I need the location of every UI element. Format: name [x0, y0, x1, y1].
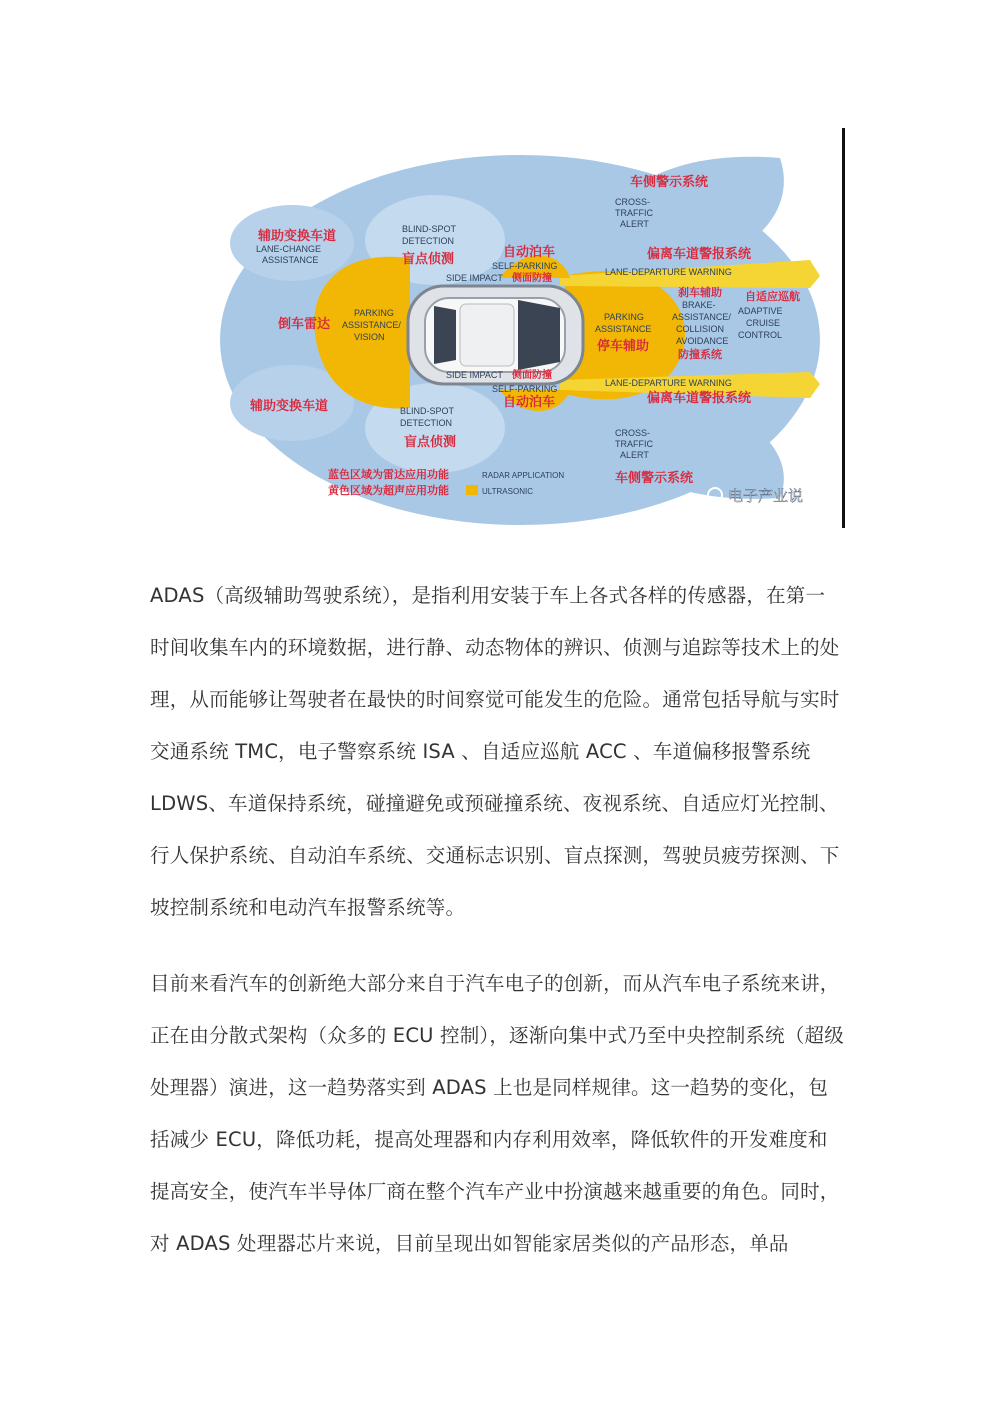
paragraph-adas-intro: ADAS（高级辅助驾驶系统），是指利用安装于车上各式各样的传感器，在第一时间收集车内的环境数据，进行静、动态物体的辨识、侦测与追踪等技术上的处理，从而能够让驾驶者在最快的时间察觉可能发生的危险。通常包括导航与实时交通系统 TMC，电子警察系统 ISA 、自适应巡航 ACC 、车道偏移报警系统 LDWS、车道保持系统，碰撞避免或预碰撞系统、夜视系统、自适应灯光控制、行人保护系统、自动泊车系统、交通标志识别、盲点探测，驾驶员疲劳探测、下坡控制系统和电动汽车报警系统等。 [150, 584, 840, 919]
adas-diagram-svg [220, 128, 842, 528]
brake-cn: 刹车辅助 [678, 287, 722, 299]
bot-cross-en-3: ALERT [620, 450, 649, 460]
self-parking-bot-cn: 自动泊车 [503, 394, 556, 409]
brake-en-4: AVOIDANCE [676, 336, 729, 346]
acc-cn: 自适应巡航 [745, 291, 800, 303]
front-en-1: PARKING [604, 312, 644, 322]
front-en-2: ASSISTANCE [595, 324, 652, 334]
self-parking-top-en: SELF-PARKING [492, 261, 558, 271]
figure-border-line [842, 128, 845, 528]
front-cn: 停车辅助 [597, 338, 650, 353]
paragraph-adas-trend: 目前来看汽车的创新绝大部分来自于汽车电子的创新，而从汽车电子系统来讲，正在由分散式架构（众多的 ECU 控制），逐渐向集中式乃至中央控制系统（超级处理器）演进，这一趋势落实到 ADAS 上也是同样规律。这一趋势的变化，包括减少 ECU，降低功耗，提高处理器和内存利用效率，降低软件的开发难度和提高安全，使汽车半导体厂商在整个汽车产业中扮演越来越重要的角色。同时，对 ADAS 处理器芯片来说，目前呈现出如智能家居类似的产品形态，单品 [150, 972, 844, 1255]
self-parking-bot-en: SELF-PARKING [492, 384, 558, 394]
side-impact-top-en: SIDE IMPACT [446, 273, 503, 283]
rear-en-3: VISION [354, 332, 385, 342]
adas-diagram [220, 128, 842, 528]
brake-cn-2: 防撞系统 [678, 349, 722, 361]
top-cross-traffic-en-2: TRAFFIC [615, 208, 653, 218]
self-parking-top-cn: 自动泊车 [503, 244, 556, 259]
legend-ultra-swatch [466, 485, 478, 495]
acc-en-3: CONTROL [738, 330, 783, 340]
side-impact-bot-cn: 侧面防撞 [512, 370, 552, 381]
rear-en-1: PARKING [354, 308, 394, 318]
bot-cross-cn: 车侧警示系统 [615, 470, 694, 485]
lane-dep-top-en: LANE-DEPARTURE WARNING [605, 267, 732, 277]
blind-bot-cn: 盲点侦测 [404, 434, 457, 449]
rear-cn: 倒车雷达 [278, 316, 331, 331]
brake-en-1: BRAKE- [682, 300, 716, 310]
top-cross-traffic-en-1: CROSS- [615, 197, 651, 207]
lane-change-bot-cn: 辅助变换车道 [250, 398, 329, 413]
lane-change-top-cn: 辅助变换车道 [258, 228, 337, 243]
lane-change-top-en-1: LANE-CHANGE [256, 244, 322, 254]
blind-bot-en-1: BLIND-SPOT [400, 406, 455, 416]
bot-cross-en-1: CROSS- [615, 428, 651, 438]
lane-change-top-en-2: ASSISTANCE [262, 255, 319, 265]
blind-top-en-1: BLIND-SPOT [402, 224, 457, 234]
blind-bot-en-2: DETECTION [400, 418, 453, 428]
top-cross-traffic-en-3: ALERT [620, 219, 649, 229]
lane-dep-bot-en: LANE-DEPARTURE WARNING [605, 378, 732, 388]
acc-en-2: CRUISE [746, 318, 781, 328]
lane-dep-top-cn: 偏离车道警报系统 [647, 246, 752, 261]
watermark-text: 电子产业说 [728, 488, 804, 505]
bot-cross-en-2: TRAFFIC [615, 439, 653, 449]
brake-en-3: COLLISION [676, 324, 725, 334]
legend-radar-swatch [466, 469, 478, 479]
legend-ultra-cn: 黄色区域为超声应用功能 [328, 485, 449, 497]
top-cross-traffic-cn: 车侧警示系统 [630, 174, 709, 189]
side-impact-top-cn: 侧面防撞 [512, 273, 552, 284]
rear-en-2: ASSISTANCE/ [342, 320, 401, 330]
legend-radar-en: RADAR APPLICATION [482, 471, 565, 480]
brake-en-2: ASSISTANCE/ [672, 312, 731, 322]
legend-radar-cn: 蓝色区域为雷达应用功能 [328, 469, 449, 481]
legend-ultra-en: ULTRASONIC [482, 487, 533, 496]
acc-en-1: ADAPTIVE [738, 306, 783, 316]
blind-top-cn: 盲点侦测 [402, 251, 455, 266]
side-impact-bot-en: SIDE IMPACT [446, 370, 503, 380]
lane-change-top-zone [230, 205, 354, 281]
blind-top-en-2: DETECTION [402, 236, 455, 246]
lane-dep-bot-cn: 偏离车道警报系统 [647, 390, 752, 405]
